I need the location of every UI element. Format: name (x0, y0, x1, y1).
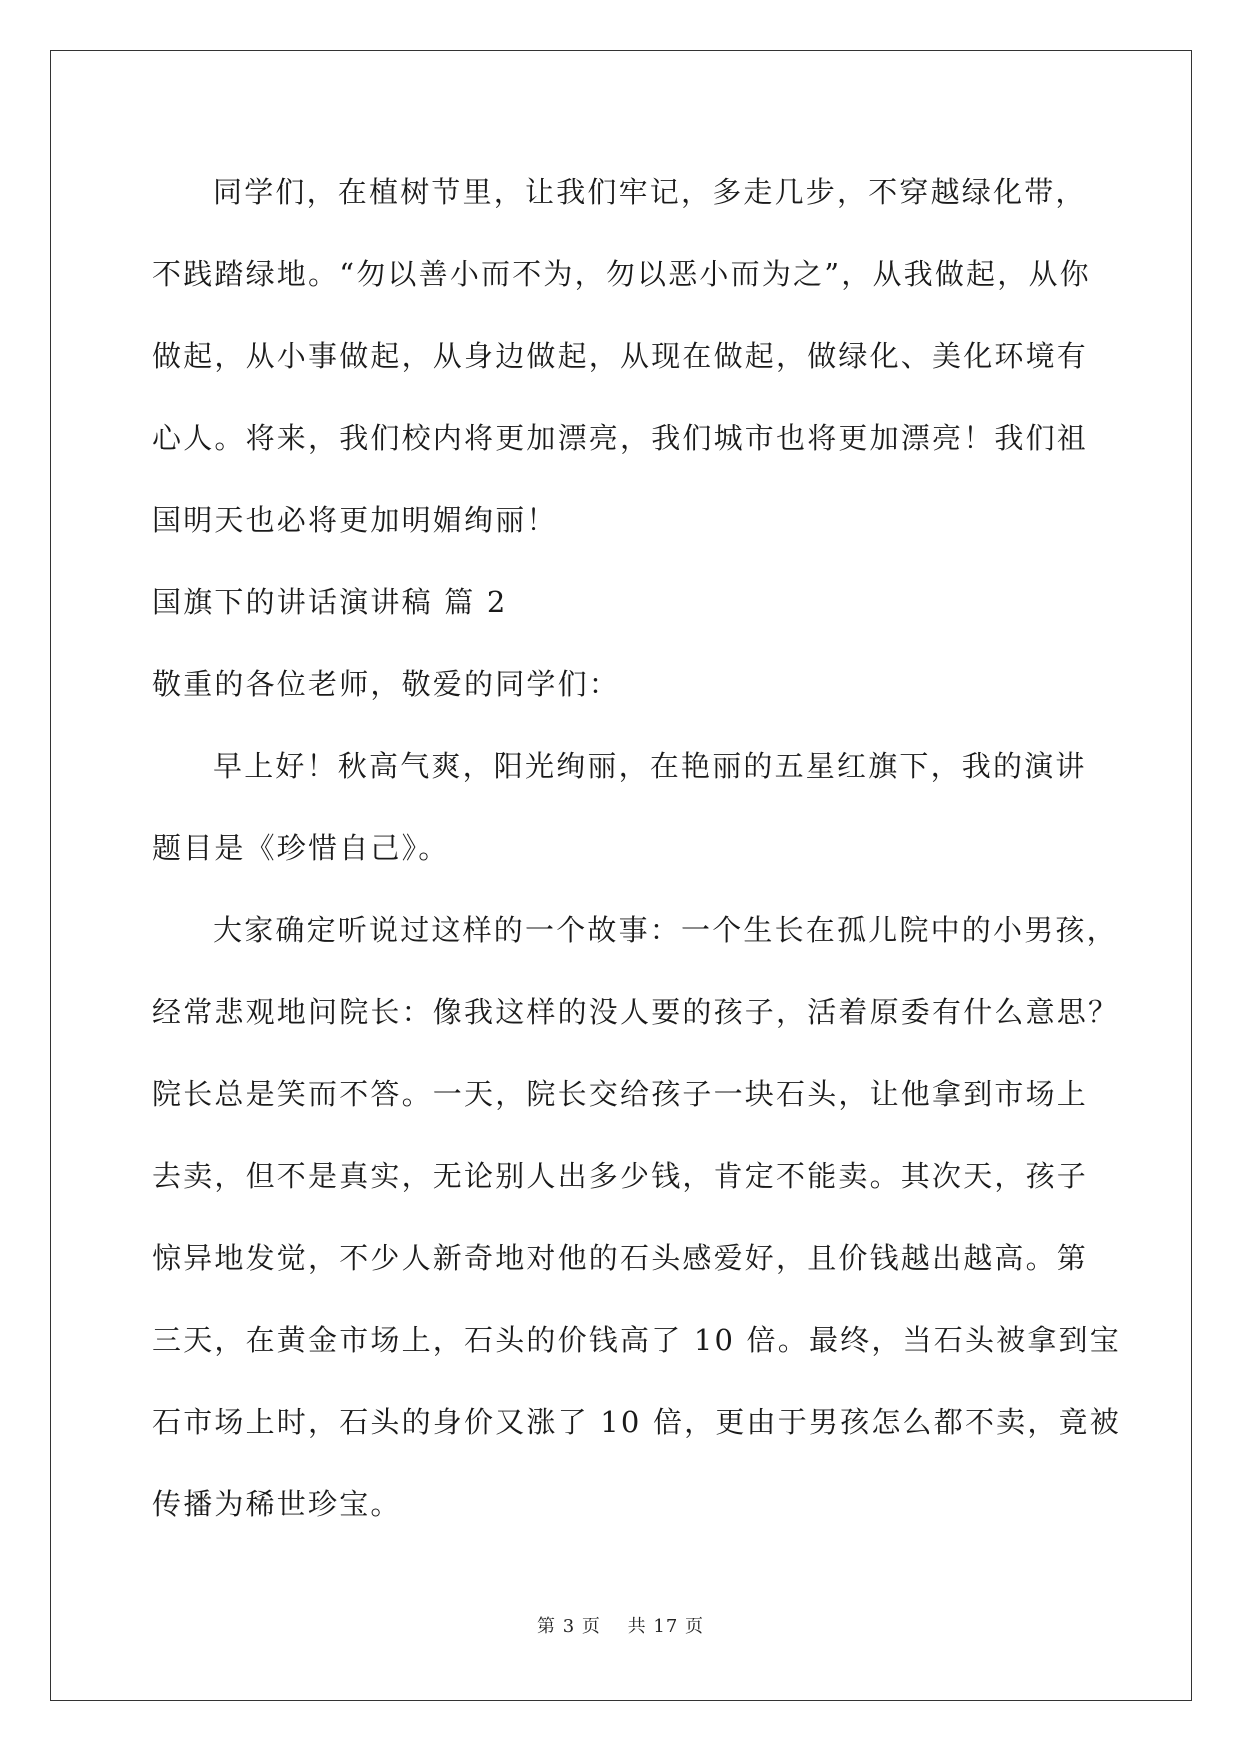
body-line: 大家确定听说过这样的一个故事：一个生长在孤儿院中的小男孩， (213, 913, 1118, 947)
body-line: 石市场上时，石头的身价又涨了 10 倍，更由于男孩怎么都不卖，竟被 (152, 1405, 1121, 1439)
body-line: 去卖，但不是真实，无论别人出多少钱，肯定不能卖。其次天，孩子 (152, 1159, 1089, 1193)
salutation: 敬重的各位老师，敬爱的同学们： (152, 667, 621, 701)
body-line: 题目是《珍惜自己》。 (152, 831, 450, 865)
section-heading: 国旗下的讲话演讲稿 篇 2 (152, 585, 508, 619)
body-line: 国明天也必将更加明媚绚丽！ (152, 503, 558, 537)
page-number: 第 3 页 (537, 1616, 601, 1637)
body-line: 不践踏绿地。“勿以善小而不为，勿以恶小而为之”，从我做起，从你 (152, 257, 1091, 291)
body-line: 经常悲观地问院长：像我这样的没人要的孩子，活着原委有什么意思？ (152, 995, 1120, 1029)
body-line: 院长总是笑而不答。一天，院长交给孩子一块石头，让他拿到市场上 (152, 1077, 1089, 1111)
body-line: 心人。将来，我们校内将更加漂亮，我们城市也将更加漂亮！我们祖 (152, 421, 1089, 455)
body-line: 三天，在黄金市场上，石头的价钱高了 10 倍。最终，当石头被拿到宝 (152, 1323, 1121, 1357)
page-total: 共 17 页 (627, 1616, 704, 1637)
body-line: 传播为稀世珍宝。 (152, 1487, 402, 1521)
body-line: 早上好！秋高气爽，阳光绚丽，在艳丽的五星红旗下，我的演讲 (213, 749, 1087, 783)
page-border (50, 50, 1192, 1701)
body-line: 惊异地发觉，不少人新奇地对他的石头感爱好，且价钱越出越高。第 (152, 1241, 1089, 1275)
body-line: 同学们，在植树节里，让我们牢记，多走几步，不穿越绿化带， (213, 175, 1087, 209)
page-footer (0, 1615, 1241, 1639)
body-line: 做起，从小事做起，从身边做起，从现在做起，做绿化、美化环境有 (152, 339, 1089, 373)
